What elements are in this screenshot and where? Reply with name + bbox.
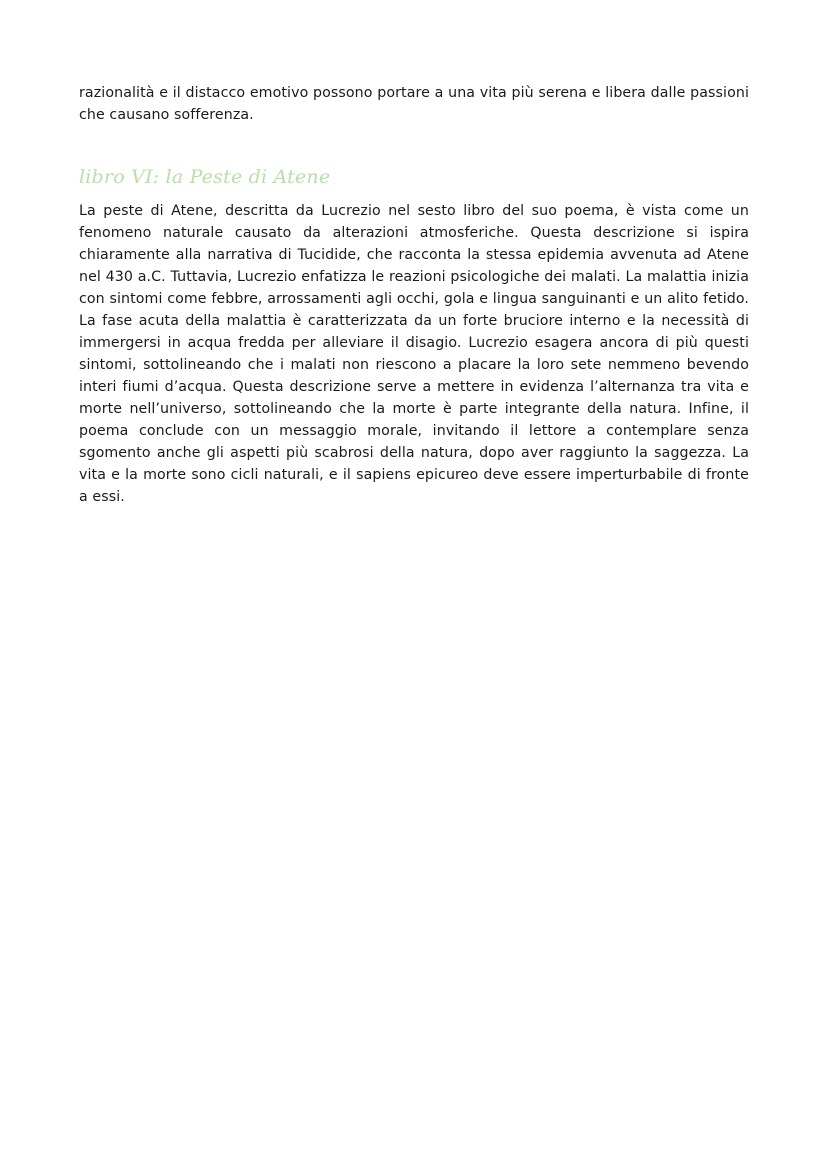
- section-heading: libro VI: la Peste di Atene: [79, 166, 331, 188]
- section-paragraph: La peste di Atene, descritta da Lucrezio nel sesto libro del suo poema, è vista come un fenomeno naturale causato da alterazioni atmosferiche. Questa descrizione si ispira chiaramente alla narrativa di Tucidide, che racconta la stessa epidemia avvenuta ad Atene nel 430 a.C. Tuttavia, Lucrezio enfatizza le reazioni psicologiche dei malati. La malattia inizia con sintomi come febbre, arrossamenti agli occhi, gola e lingua sanguinanti e un alito fetido. La fase acuta della malattia è caratterizzata da un forte bruciore interno e la necessità di immergersi in acqua fredda per alleviare il disagio. Lucrezio esagera ancora di più questi sintomi, sottolineando che i malati non riescono a placare la loro sete nemmeno bevendo interi fiumi d’acqua. Questa descrizione serve a mettere in evidenza l’alternanza tra vita e morte nell’universo, sottolineando che la morte è parte integrante della natura. Infine, il poema conclude con un messaggio morale, invitando il lettore a contemplare senza sgomento anche gli aspetti più scabrosi della natura, dopo aver raggiunto la saggezza. La vita e la morte sono cicli naturali, e il sapiens epicureo deve essere imperturbabile di fronte a essi.: [79, 203, 749, 505]
- intro-paragraph: razionalità e il distacco emotivo possono portare a una vita più serena e libera dalle passioni che causano sofferenza.: [79, 85, 749, 123]
